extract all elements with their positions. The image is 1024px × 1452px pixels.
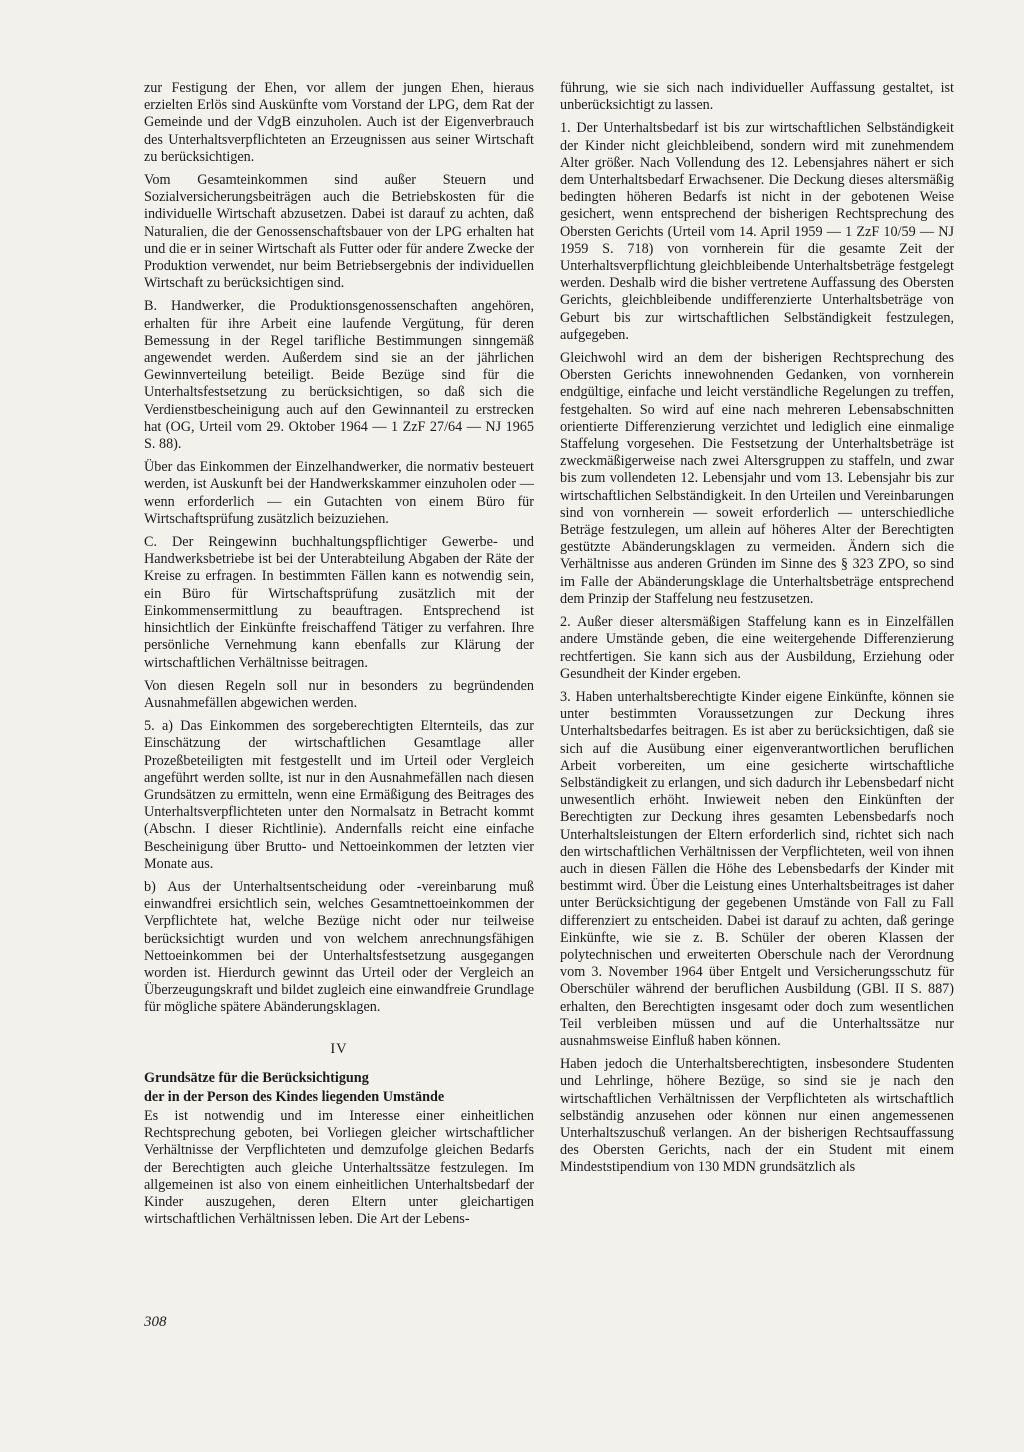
right-column [560, 80, 954, 1183]
section-paragraph: Es ist notwendig und im Interesse einer einheitlichen Rechtsprechung geboten, bei Vorliegen gleicher wirtschaftlicher Verhältnisse der Verpflichteten und demzufolge gleichen Bedarfs der Berechtigten auch gleiche Unterhaltssätze festzulegen. Im allgemeinen ist also von einem einheitlichen Unterhaltsbedarf der Kinder auszugehen, deren Eltern unter gleichartigen wirtschaftlichen Verhältnissen leben. Die Art der Lebens- [144, 1107, 534, 1228]
paragraph: C. Der Reingewinn buchhaltungspflichtiger Gewerbe- und Handwerksbetriebe ist bei der Unterabteilung Abgaben der Räte der Kreise zu erfragen. In bestimmten Fällen kann es notwendig sein, ein Büro für Wirtschaftsprüfung zusätzlich mit der Einkommensermittlung zu beauftragen. Entsprechend ist hinsichtlich der Einkünfte freischaffend Tätiger zu verfahren. Ihre persönliche Vernehmung kann ebenfalls zur Klärung der wirtschaftlichen Verhältnisse beitragen. [144, 534, 534, 671]
paragraph: 3. Haben unterhaltsberechtigte Kinder eigene Einkünfte, können sie unter bestimmten Voraussetzungen zur Deckung ihres Unterhaltsbedarfes beitragen. Es ist aber zu berücksichtigen, daß sie sich auf die Ausübung einer eigenverantwortlichen beruflichen Arbeit vorbereiten, um eine gesicherte wirtschaftliche Selbständigkeit zu erlangen, und sich dadurch ihr Lebensbedarf nicht unwesentlich erhöht. Inwieweit neben den Einkünften der Berechtigten zur Deckung ihres gesamten Lebensbedarfs noch Unterhaltsleistungen der Eltern erforderlich sind, richtet sich nach den wirtschaftlichen Verhältnissen der Verpflichteten, weil von ihnen auch in diesen Fällen die Höhe des Lebensbedarfs der Kinder mit bestimmt wird. Über die Leistung eines Unterhaltsbeitrages ist daher unter Berücksichtigung der gegebenen Umstände von Fall zu Fall differenziert zu entscheiden. Dabei ist darauf zu achten, daß geringe Einkünfte, wie sie z. B. Schüler der oberen Klassen der polytechnischen und erweiterten Oberschule nach der Verordnung vom 3. November 1964 über Entgelt und Versicherungsschutz für Oberschüler während der beruflichen Ausbildung (GBl. II S. 887) erhalten, den Berechtigten insgesamt oder doch zum wesentlichen Teil verbleiben müssen und auf die Unterhaltssätze nur ausnahmsweise Einfluß haben können. [560, 688, 954, 1049]
page-number: 308 [144, 1314, 167, 1330]
paragraph: 1. Der Unterhaltsbedarf ist bis zur wirtschaftlichen Selbständigkeit der Kinder nicht gleichbleibend, sondern wird mit zunehmendem Alter größer. Nach Vollendung des 12. Lebensjahres nähert er sich dem Unterhaltsbedarf Erwachsener. Die Deckung dieses altersmäßig bedingten höheren Bedarfs ist nicht in der gebotenen Weise gesichert, wenn entsprechend der bisherigen Rechtsprechung des Obersten Gerichts (Urteil vom 14. April 1959 — 1 ZzF 10/59 — NJ 1959 S. 718) von vornherein für die gesamte Zeit der Unterhaltsverpflichtung gleichbleibende Unterhaltsbeträge festgelegt werden. Deshalb wird die bisher vertretene Auffassung des Obersten Gerichts, gleichbleibende undifferenzierte Unterhaltsbeträge von Geburt bis zur wirtschaftlichen Selbständigkeit festzulegen, aufgegeben. [560, 120, 954, 343]
left-column [144, 80, 534, 1234]
paragraph: Vom Gesamteinkommen sind außer Steuern und Sozialversicherungsbeiträgen auch die Betriebskosten für die individuelle Wirtschaft abzusetzen. Dabei ist darauf zu achten, daß Naturalien, die der Genossenschaftsbauer von der LPG erhalten hat und die er in seiner Wirtschaft als Futter oder für andere Zwecke der Produktion verwendet, nur beim Betriebsergebnis der individuellen Wirtschaft zu berücksichtigen sind. [144, 172, 534, 292]
paragraph: Haben jedoch die Unterhaltsberechtigten, insbesondere Studenten und Lehrlinge, höhere Bezüge, so sind sie je nach den wirtschaftlichen Verhältnissen der Verpflichteten als wirtschaftlich selbständig anzusehen oder können nur einen angemessenen Unterhaltszuschuß verlangen. An der bisherigen Rechtsauffassung des Obersten Gerichts, nach der ein Student mit einem Mindeststipendium von 130 MDN grundsätzlich als [560, 1056, 954, 1176]
paragraph: Über das Einkommen der Einzelhandwerker, die normativ besteuert werden, ist Auskunft bei der Handwerkskammer einzuholen oder — wenn erforderlich — ein Gutachten von einem Büro für Wirtschaftsprüfung zusätzlich beizuziehen. [144, 459, 534, 527]
paragraph: 2. Außer dieser altersmäßigen Staffelung kann es in Einzelfällen andere Umstände geben, die eine weitergehende Differenzierung rechtfertigen. Sie kann sich aus der Ausbildung, Erziehung oder Gesundheit der Kinder ergeben. [560, 614, 954, 682]
paragraph: 5. a) Das Einkommen des sorgeberechtigten Elternteils, das zur Einschätzung der wirtschaftlichen Gesamtlage aller Prozeßbeteiligten mit festgestellt und im Urteil oder Vergleich angeführt werden sollte, ist nur in den Ausnahmefällen nach diesen Grundsätzen zu ermitteln, wenn eine Ermäßigung des Beitrages des Unterhaltsverpflichteten unter den Normalsatz in Betracht kommt (Abschn. I dieser Richtlinie). Andernfalls reicht eine einfache Bescheinigung über Brutto- und Nettoeinkommen der letzten vier Monate aus. [144, 718, 534, 872]
paragraph: b) Aus der Unterhaltsentscheidung oder -vereinbarung muß einwandfrei ersichtlich sein, welches Gesamtnettoeinkommen der Verpflichtete hat, welche Bezüge nicht oder nur teilweise berücksichtigt wurden und von welchem anrechnungsfähigen Nettoeinkommen bei der Unterhaltsfestsetzung ausgegangen worden ist. Hierdurch gewinnt das Urteil oder der Vergleich an Überzeugungskraft und bildet zugleich eine einwandfreie Grundlage für mögliche spätere Abänderungsklagen. [144, 878, 534, 1016]
section-heading-line-2: der in der Person des Kindes liegenden Umstände [144, 1088, 445, 1105]
paragraph: zur Festigung der Ehen, vor allem der jungen Ehen, hieraus erzielten Erlös sind Auskünfte vom Vorstand der LPG, dem Rat der Gemeinde und der VdgB einzuholen. Auch ist der Eigenverbrauch des Unterhaltsverpflichteten an Erzeugnissen aus seiner Wirtschaft zu berücksichtigen. [144, 80, 534, 165]
section-number: IV [330, 1040, 348, 1057]
section-heading-line-1: Grundsätze für die Berücksichtigung [144, 1069, 369, 1086]
paragraph: Gleichwohl wird an dem der bisherigen Rechtsprechung des Obersten Gerichts innewohnenden Gedanken, von vornherein endgültige, einfache und leicht verständliche Regelungen zu treffen, festgehalten. So wird auf eine nach mehreren Lebensabschnitten orientierte Differenzierung verzichtet und lediglich eine einmalige Staffelung vorgesehen. Die Festsetzung der Unterhaltsbeträge ist zweckmäßigerweise nach zwei Altersgruppen zu staffeln, und zwar bis zum vollendeten 12. Lebensjahr und vom 13. Lebensjahr bis zur wirtschaftlichen Selbständigkeit. In den Urteilen und Vereinbarungen sind von vornherein — soweit erforderlich — unterschiedliche Beträge festzulegen, um allein auf höheres Alter der Berechtigten gestützte Abänderungsklagen zu vermeiden. Ändern sich die Verhältnisse aus anderen Gründen im Sinne des § 323 ZPO, so sind im Falle der Abänderungsklage die Unterhaltsbeträge entsprechend dem Prinzip der Staffelung neu festzusetzen. [560, 350, 954, 607]
paragraph: führung, wie sie sich nach individueller Auffassung gestaltet, ist unberücksichtigt zu lassen. [560, 80, 954, 114]
paragraph: B. Handwerker, die Produktionsgenossenschaften angehören, erhalten für ihre Arbeit eine laufende Vergütung, für deren Bemessung in der Regel tarifliche Bestimmungen sinngemäß angewendet werden. Außerdem sind sie an der jährlichen Gewinnverteilung beteiligt. Beide Bezüge sind für die Unterhaltsfestsetzung zu berücksichtigen, so daß sich die Verdienstbescheinigung auch auf den Gewinnanteil zu erstrecken hat (OG, Urteil vom 29. Oktober 1964 — 1 ZzF 27/64 — NJ 1965 S. 88). [144, 298, 534, 453]
paragraph: Von diesen Regeln soll nur in besonders zu begründenden Ausnahmefällen abgewichen werden. [144, 677, 534, 711]
